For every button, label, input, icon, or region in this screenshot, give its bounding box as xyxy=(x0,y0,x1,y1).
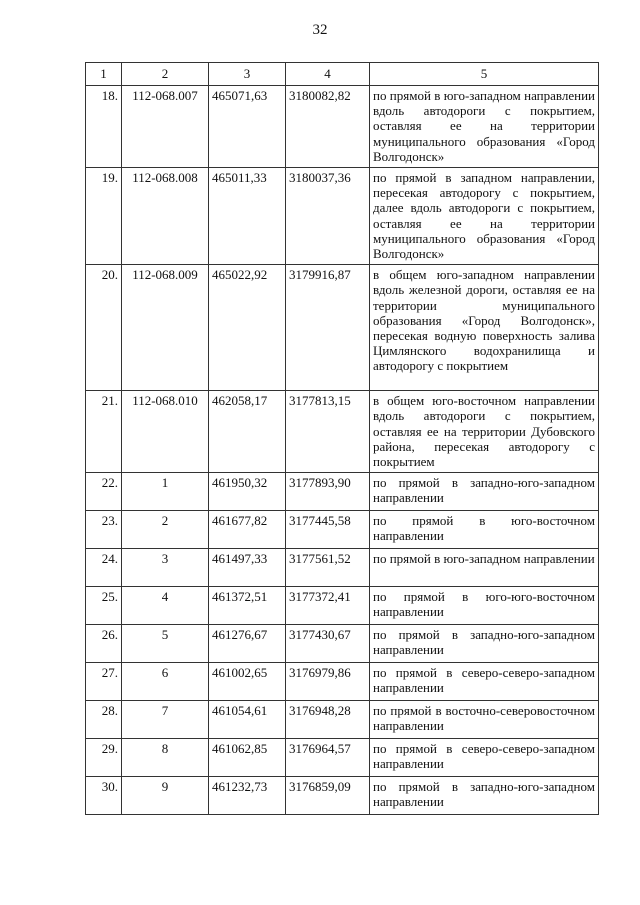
column-header: 1 xyxy=(86,63,122,86)
row-number: 26. xyxy=(86,625,122,663)
coordinate-y: 3177893,90 xyxy=(286,473,370,511)
coordinate-y: 3176948,28 xyxy=(286,701,370,739)
route-description: в общем юго-западном направлении вдоль железной дороги, оставляя ее на территории муниципального образования «Город Волгодонск», пересекая водную поверхность залива Цимлянского водохранилища и автодорогу с покрытием xyxy=(370,265,599,391)
coordinate-y: 3180037,36 xyxy=(286,168,370,265)
route-description: по прямой в северо-северо-западном направлении xyxy=(370,739,599,777)
row-number: 29. xyxy=(86,739,122,777)
table-row xyxy=(86,265,599,391)
coordinate-x: 461002,65 xyxy=(209,663,286,701)
coordinate-x: 461497,33 xyxy=(209,549,286,587)
column-header: 4 xyxy=(286,63,370,86)
column-header: 2 xyxy=(122,63,209,86)
route-description: по прямой в юго-восточном направлении xyxy=(370,511,599,549)
route-description: в общем юго-восточном направлении вдоль автодороги с покрытием, оставляя ее на территории Дубовского района, пересекая автодорогу с покрытием xyxy=(370,391,599,473)
row-number: 20. xyxy=(86,265,122,391)
table-row xyxy=(86,777,599,815)
point-code: 9 xyxy=(122,777,209,815)
coordinate-y: 3176964,57 xyxy=(286,739,370,777)
route-description: по прямой в западном направлении, пересекая автодорогу с покрытием, далее вдоль автодороги с покрытием, оставляя ее на территории муниципального образования «Город Волгодонск» xyxy=(370,168,599,265)
column-header: 5 xyxy=(370,63,599,86)
coordinate-x: 461276,67 xyxy=(209,625,286,663)
table-row xyxy=(86,663,599,701)
coordinate-y: 3177561,52 xyxy=(286,549,370,587)
row-number: 21. xyxy=(86,391,122,473)
row-number: 30. xyxy=(86,777,122,815)
point-code: 112-068.010 xyxy=(122,391,209,473)
row-number: 19. xyxy=(86,168,122,265)
table-row xyxy=(86,391,599,473)
route-description: по прямой в западно-юго-западном направлении xyxy=(370,625,599,663)
table-row xyxy=(86,739,599,777)
coordinate-x: 461950,32 xyxy=(209,473,286,511)
point-code: 3 xyxy=(122,549,209,587)
row-number: 24. xyxy=(86,549,122,587)
column-header: 3 xyxy=(209,63,286,86)
route-description: по прямой в западно-юго-западном направлении xyxy=(370,777,599,815)
route-description: по прямой в западно-юго-западном направлении xyxy=(370,473,599,511)
route-description: по прямой в восточно-северовосточном направлении xyxy=(370,701,599,739)
coordinate-x: 461054,61 xyxy=(209,701,286,739)
point-code: 1 xyxy=(122,473,209,511)
coordinate-y: 3177445,58 xyxy=(286,511,370,549)
coordinate-y: 3180082,82 xyxy=(286,86,370,168)
coordinate-y: 3176979,86 xyxy=(286,663,370,701)
point-code: 6 xyxy=(122,663,209,701)
coordinate-x: 461232,73 xyxy=(209,777,286,815)
table-row xyxy=(86,511,599,549)
row-number: 25. xyxy=(86,587,122,625)
point-code: 5 xyxy=(122,625,209,663)
point-code: 8 xyxy=(122,739,209,777)
page-number: 32 xyxy=(312,22,328,38)
coordinate-x: 465071,63 xyxy=(209,86,286,168)
point-code: 7 xyxy=(122,701,209,739)
point-code: 4 xyxy=(122,587,209,625)
table-row xyxy=(86,473,599,511)
coordinate-y: 3177430,67 xyxy=(286,625,370,663)
point-code: 112-068.008 xyxy=(122,168,209,265)
table-row xyxy=(86,625,599,663)
route-description: по прямой в юго-юго-восточном направлении xyxy=(370,587,599,625)
table-row xyxy=(86,86,599,168)
route-description: по прямой в юго-западном направлении xyxy=(370,549,599,587)
route-description: по прямой в юго-западном направлении вдоль автодороги с покрытием, оставляя ее на территории муниципального образования «Город Волгодонск» xyxy=(370,86,599,168)
table-row xyxy=(86,549,599,587)
row-number: 22. xyxy=(86,473,122,511)
coordinate-y: 3177813,15 xyxy=(286,391,370,473)
table-row xyxy=(86,168,599,265)
row-number: 18. xyxy=(86,86,122,168)
table-row xyxy=(86,587,599,625)
boundary-table xyxy=(85,62,599,815)
point-code: 2 xyxy=(122,511,209,549)
point-code: 112-068.009 xyxy=(122,265,209,391)
coordinate-x: 465022,92 xyxy=(209,265,286,391)
point-code: 112-068.007 xyxy=(122,86,209,168)
coordinate-x: 465011,33 xyxy=(209,168,286,265)
table-header-row xyxy=(86,63,599,86)
row-number: 23. xyxy=(86,511,122,549)
coordinate-y: 3179916,87 xyxy=(286,265,370,391)
table-row xyxy=(86,701,599,739)
route-description: по прямой в северо-северо-западном направлении xyxy=(370,663,599,701)
coordinate-x: 461677,82 xyxy=(209,511,286,549)
coordinate-y: 3176859,09 xyxy=(286,777,370,815)
coordinate-x: 462058,17 xyxy=(209,391,286,473)
row-number: 27. xyxy=(86,663,122,701)
row-number: 28. xyxy=(86,701,122,739)
coordinate-x: 461062,85 xyxy=(209,739,286,777)
coordinate-x: 461372,51 xyxy=(209,587,286,625)
coordinate-y: 3177372,41 xyxy=(286,587,370,625)
